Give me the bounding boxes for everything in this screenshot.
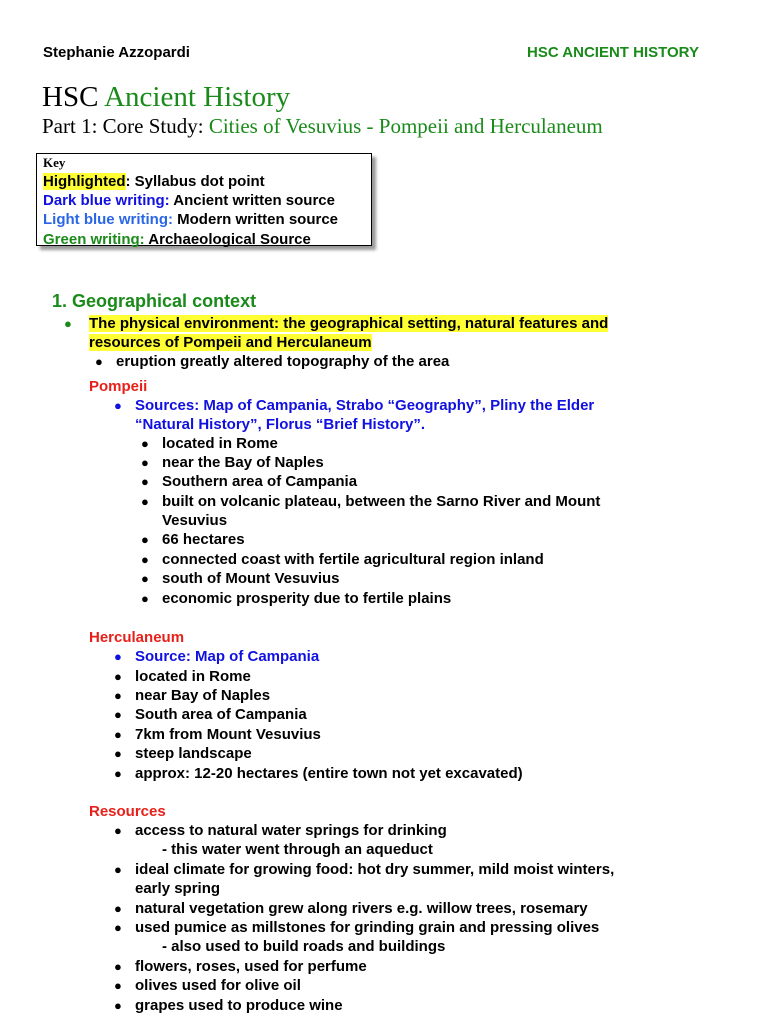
list-item: connected coast with fertile agricultural region inland	[162, 551, 544, 568]
list-item-continued: early spring	[135, 880, 221, 897]
bullet-icon: ●	[114, 707, 122, 722]
key-row-dark-blue	[43, 191, 335, 210]
bullet-icon: ●	[114, 823, 122, 838]
dot-point-line2: resources of Pompeii and Herculaneum	[89, 334, 372, 351]
bullet-icon: ●	[64, 316, 72, 331]
list-item: access to natural water springs for drinking	[135, 822, 447, 839]
course-name: HSC ANCIENT HISTORY	[527, 44, 699, 61]
pompeii-sources-line1: Sources: Map of Campania, Strabo “Geography”, Pliny the Elder	[135, 397, 595, 414]
key-row-light-blue	[43, 210, 338, 229]
list-item: Southern area of Campania	[162, 473, 358, 490]
bullet-icon: ●	[114, 920, 122, 935]
dot-point-line1: The physical environment: the geographical setting, natural features and	[89, 315, 609, 332]
list-item: 7km from Mount Vesuvius	[135, 726, 321, 743]
section-number: 1.	[52, 291, 68, 311]
key-row-highlighted	[43, 172, 265, 191]
list-item: near the Bay of Naples	[162, 454, 324, 471]
bullet-icon: ●	[114, 727, 122, 742]
list-item: located in Rome	[162, 435, 278, 452]
bullet-icon: ●	[114, 998, 122, 1013]
key-row-green	[43, 230, 311, 249]
list-item: South area of Campania	[135, 706, 307, 723]
list-item: olives used for olive oil	[135, 977, 301, 994]
bullet-icon: ●	[114, 398, 122, 413]
list-item: near Bay of Naples	[135, 687, 271, 704]
bullet-icon: ●	[114, 649, 122, 664]
pompeii-sources-line2: “Natural History”, Florus “Brief History”.	[135, 416, 426, 433]
subtitle-main: Cities of Vesuvius - Pompeii and Herculaneum	[208, 114, 603, 138]
herculaneum-heading: Herculaneum	[89, 629, 185, 646]
section-title: Geographical context	[72, 291, 257, 311]
list-item: economic prosperity due to fertile plains	[162, 590, 452, 607]
bullet-icon: ●	[114, 688, 122, 703]
page-subtitle	[42, 114, 603, 139]
bullet-icon: ●	[141, 474, 149, 489]
bullet-icon: ●	[114, 746, 122, 761]
bullet-icon: ●	[141, 436, 149, 451]
list-item: 66 hectares	[162, 531, 245, 548]
list-subitem: - also used to build roads and buildings	[162, 938, 446, 955]
key-desc: : Syllabus dot point	[125, 173, 265, 190]
bullet-icon: ●	[114, 862, 122, 877]
key-heading: Key	[43, 155, 66, 170]
pompeii-heading: Pompeii	[89, 378, 148, 395]
list-item: built on volcanic plateau, between the Sarno River and Mount	[162, 493, 601, 510]
bullet-icon: ●	[114, 766, 122, 781]
bullet-icon: ●	[141, 494, 149, 509]
list-item-continued: Vesuvius	[162, 512, 228, 529]
key-term: Light blue writing:	[43, 211, 173, 228]
bullet-icon: ●	[141, 591, 149, 606]
list-item: approx: 12-20 hectares (entire town not yet excavated)	[135, 765, 523, 782]
title-prefix: HSC	[42, 81, 105, 113]
list-item: steep landscape	[135, 745, 252, 762]
key-desc: Modern written source	[172, 211, 339, 228]
resources-heading: Resources	[89, 803, 166, 820]
title-main: Ancient History	[104, 81, 291, 113]
list-item: used pumice as millstones for grinding grain and pressing olives	[135, 919, 600, 936]
dot-point-sub: eruption greatly altered topography of the area	[116, 353, 450, 370]
key-desc: Ancient written source	[169, 192, 335, 209]
page-title	[42, 80, 290, 114]
list-subitem: - this water went through an aqueduct	[162, 841, 433, 858]
list-item: grapes used to produce wine	[135, 997, 343, 1014]
key-term: Highlighted	[43, 173, 126, 190]
list-item: south of Mount Vesuvius	[162, 570, 340, 587]
key-desc: Archaeological Source	[144, 231, 311, 248]
bullet-icon: ●	[141, 532, 149, 547]
bullet-icon: ●	[114, 669, 122, 684]
subtitle-prefix: Part 1: Core Study:	[42, 114, 209, 138]
list-item: flowers, roses, used for perfume	[135, 958, 367, 975]
bullet-icon: ●	[114, 978, 122, 993]
key-term: Dark blue writing:	[43, 192, 170, 209]
key-term: Green writing:	[43, 231, 145, 248]
list-item: ideal climate for growing food: hot dry summer, mild moist winters,	[135, 861, 615, 878]
bullet-icon: ●	[141, 455, 149, 470]
author-name: Stephanie Azzopardi	[43, 44, 190, 61]
herculaneum-source: Source: Map of Campania	[135, 648, 320, 665]
section-heading	[52, 290, 256, 312]
list-item: located in Rome	[135, 668, 251, 685]
bullet-icon: ●	[95, 354, 103, 369]
bullet-icon: ●	[114, 901, 122, 916]
list-item: natural vegetation grew along rivers e.g. willow trees, rosemary	[135, 900, 588, 917]
bullet-icon: ●	[114, 959, 122, 974]
bullet-icon: ●	[141, 552, 149, 567]
bullet-icon: ●	[141, 571, 149, 586]
